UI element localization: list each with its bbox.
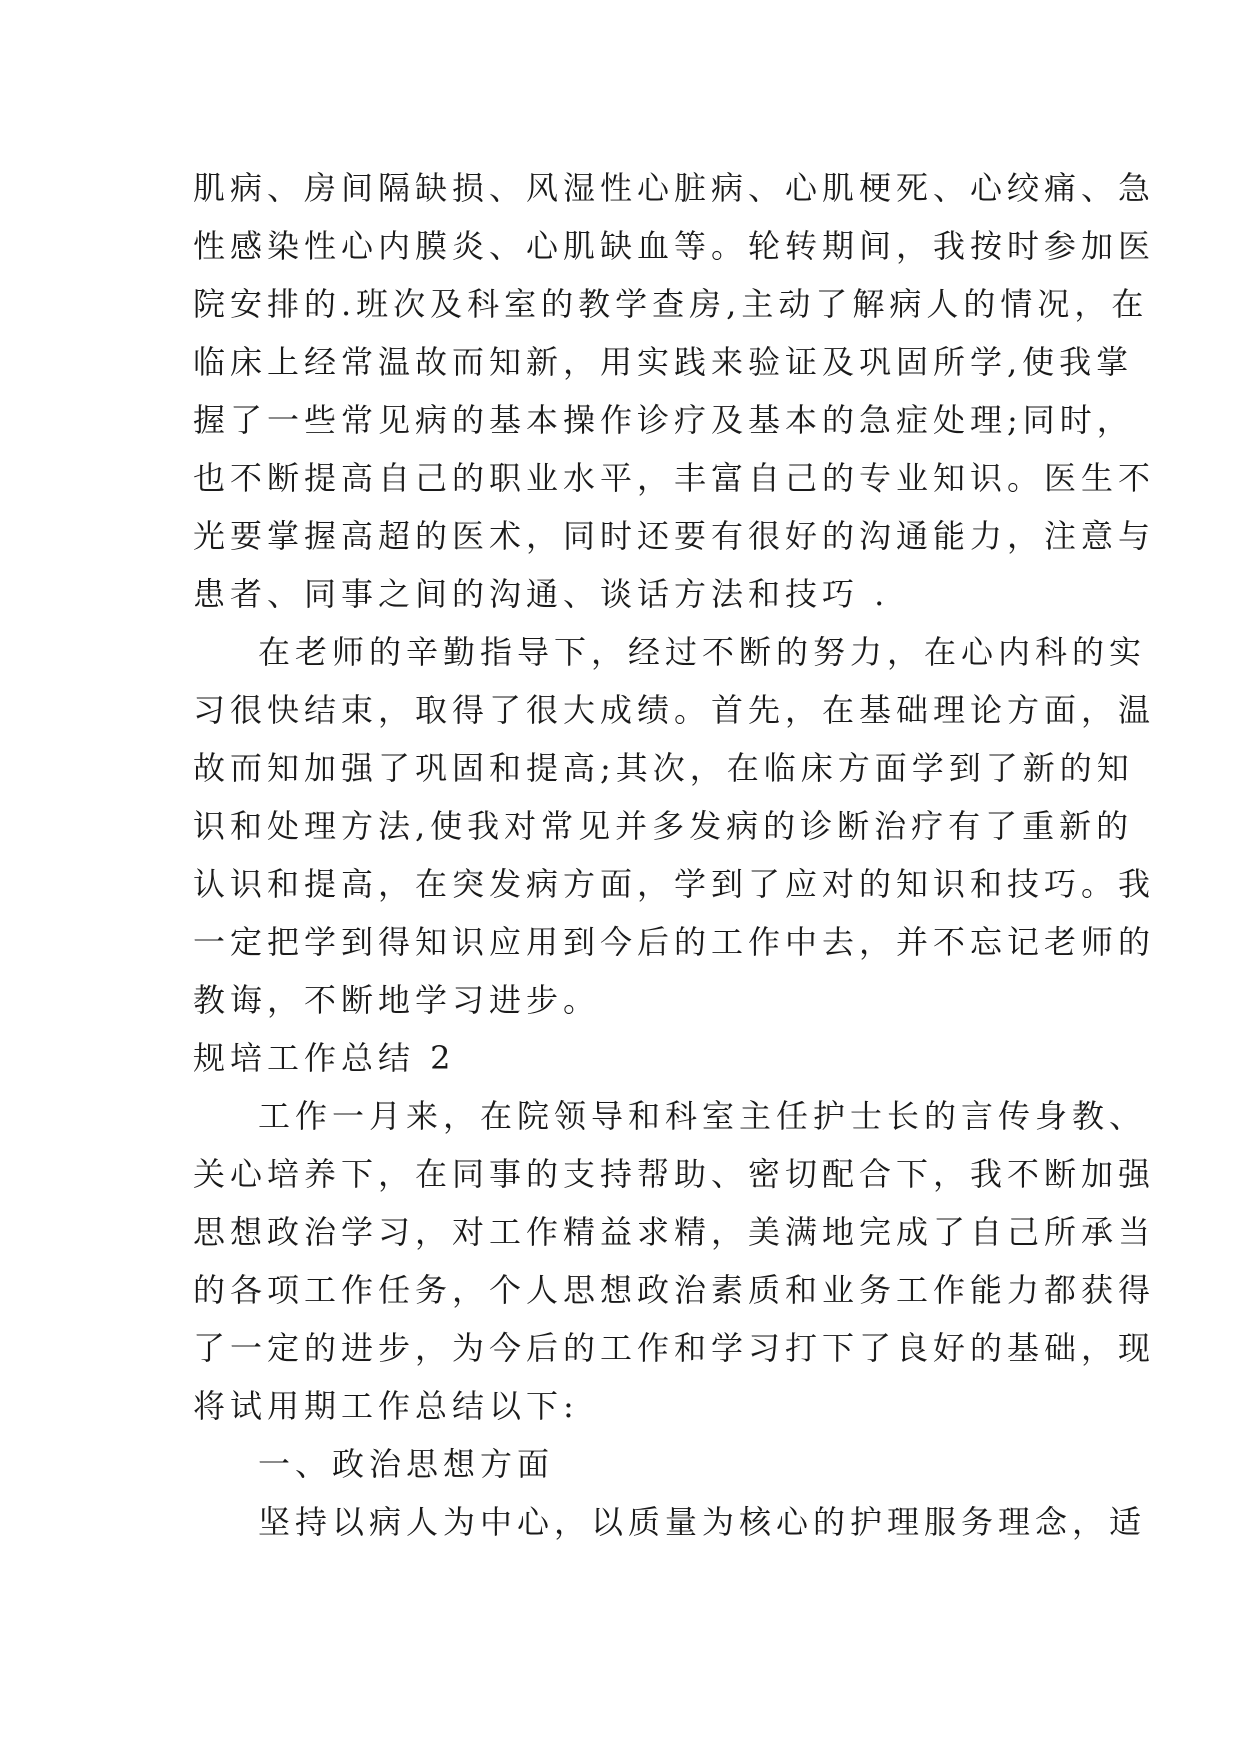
text-line: 了一定的进步，为今后的工作和学习打下了良好的基础，现 [193,1329,1156,1367]
text-line: 教诲，不断地学习进步。 [193,981,601,1019]
text-line: 认识和提高，在突发病方面，学到了应对的知识和技巧。我 [193,865,1156,903]
text-line: 也不断提高自己的职业水平，丰富自己的专业知识。医生不 [193,459,1156,497]
text-line: 握了一些常见病的基本操作诊疗及基本的急症处理;同时， [193,401,1134,439]
text-line: 习很快结束，取得了很大成绩。首先，在基础理论方面，温 [193,691,1156,729]
text-line: 故而知加强了巩固和提高;其次，在临床方面学到了新的知 [193,749,1134,787]
section-heading: 规培工作总结 2 [193,1039,456,1077]
text-line: 坚持以病人为中心，以质量为核心的护理服务理念，适 [258,1503,1147,1541]
text-line: 将试用期工作总结以下: [193,1387,579,1425]
subsection-heading: 一、政治思想方面 [258,1445,555,1483]
text-line: 思想政治学习，对工作精益求精，美满地完成了自己所承当 [193,1213,1156,1251]
text-line: 识和处理方法,使我对常见并多发病的诊断治疗有了重新的 [193,807,1134,845]
text-line: 肌病、房间隔缺损、风湿性心脏病、心肌梗死、心绞痛、急 [193,169,1156,207]
text-line: 在老师的辛勤指导下，经过不断的努力，在心内科的实 [258,633,1147,671]
text-line: 一定把学到得知识应用到今后的工作中去，并不忘记老师的 [193,923,1156,961]
text-line: 性感染性心内膜炎、心肌缺血等。轮转期间，我按时参加医 [193,227,1156,265]
text-line: 临床上经常温故而知新，用实践来验证及巩固所学,使我掌 [193,343,1134,381]
text-line: 关心培养下，在同事的支持帮助、密切配合下，我不断加强 [193,1155,1156,1193]
text-line: 院安排的.班次及科室的教学查房,主动了解病人的情况，在 [193,285,1149,323]
text-line: 的各项工作任务，个人思想政治素质和业务工作能力都获得 [193,1271,1156,1309]
text-line: 光要掌握高超的医术，同时还要有很好的沟通能力，注意与 [193,517,1156,555]
text-line: 患者、同事之间的沟通、谈话方法和技巧 . [193,575,890,613]
text-line: 工作一月来，在院领导和科室主任护士长的言传身教、 [258,1097,1147,1135]
